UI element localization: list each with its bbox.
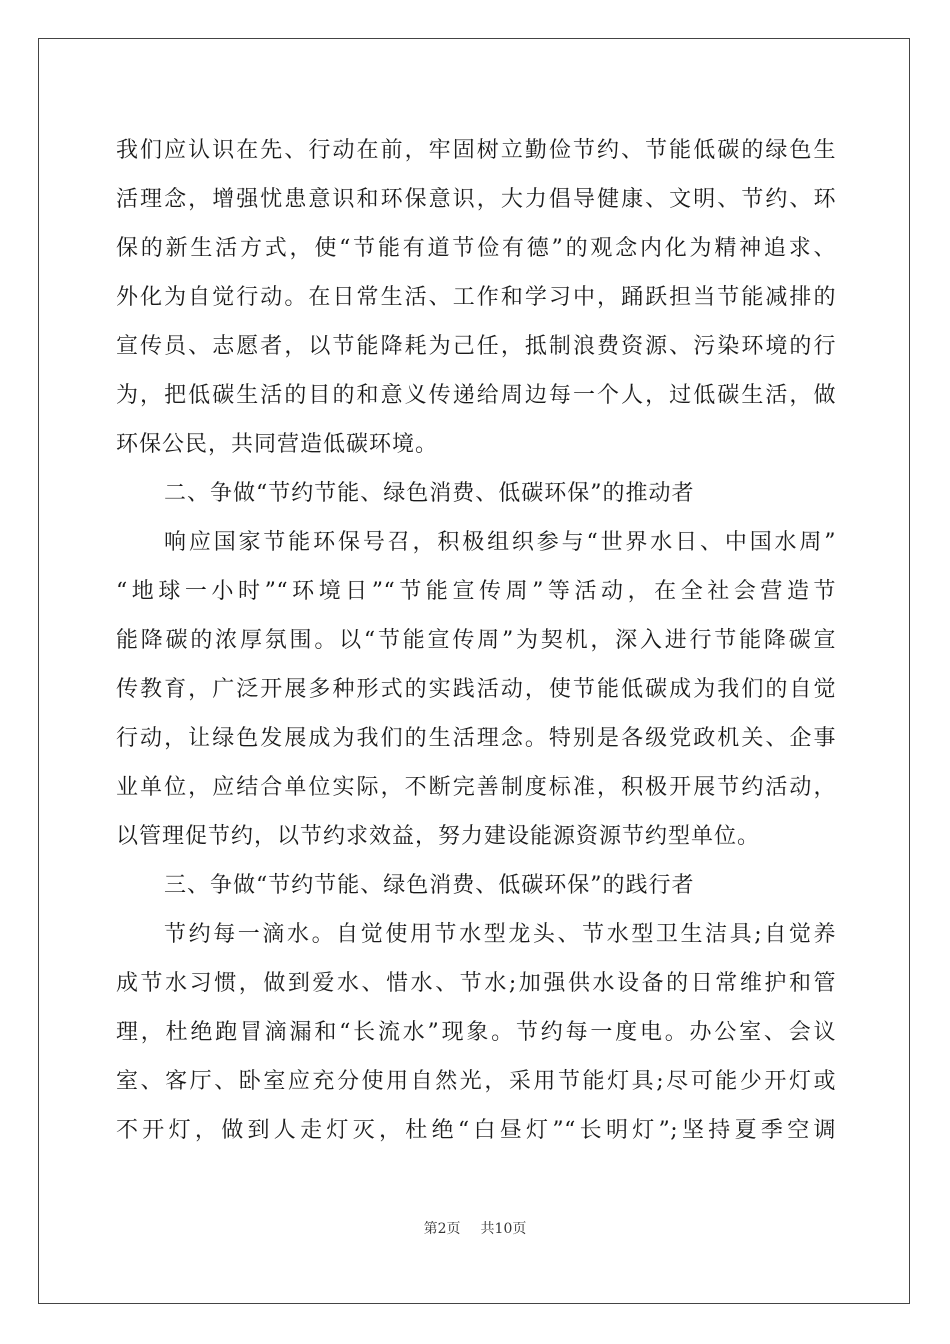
text-line: 活理念，增强忧患意识和环保意识，大力倡导健康、文明、节约、环 — [116, 187, 836, 212]
page-footer — [0, 1218, 950, 1238]
text-line: 成节水习惯，做到爱水、惜水、节水;加强供水设备的日常维护和管 — [116, 971, 836, 996]
text-line: 环保公民，共同营造低碳环境。 — [116, 432, 439, 457]
text-line: 室、客厅、卧室应充分使用自然光，采用节能灯具;尽可能少开灯或 — [116, 1069, 836, 1094]
page-current: 第2页 — [423, 1221, 461, 1237]
text-line: 不开灯，做到人走灯灭，杜绝“白昼灯”“长明灯”;坚持夏季空调 — [116, 1118, 836, 1143]
text-line: 能降碳的浓厚氛围。以“节能宣传周”为契机，深入进行节能降碳宣 — [116, 628, 836, 653]
page-total: 共10页 — [480, 1221, 527, 1237]
text-line: 以管理促节约，以节约求效益，努力建设能源资源节约型单位。 — [116, 824, 761, 849]
section-heading: 二、争做“节约节能、绿色消费、低碳环保”的推动者 — [164, 481, 695, 506]
text-line: 节约每一滴水。自觉使用节水型龙头、节水型卫生洁具;自觉养 — [164, 922, 836, 947]
text-line: 行动，让绿色发展成为我们的生活理念。特别是各级党政机关、企事 — [116, 726, 836, 751]
document-body — [116, 126, 836, 1155]
text-line: 外化为自觉行动。在日常生活、工作和学习中，踊跃担当节能减排的 — [116, 285, 836, 310]
text-line: 保的新生活方式，使“节能有道节俭有德”的观念内化为精神追求、 — [116, 236, 836, 261]
text-line: 业单位，应结合单位实际，不断完善制度标准，积极开展节约活动， — [116, 775, 836, 800]
text-line: 宣传员、志愿者，以节能降耗为己任，抵制浪费资源、污染环境的行 — [116, 334, 836, 359]
text-line: 我们应认识在先、行动在前，牢固树立勤俭节约、节能低碳的绿色生 — [116, 138, 836, 163]
text-line: 传教育，广泛开展多种形式的实践活动，使节能低碳成为我们的自觉 — [116, 677, 836, 702]
section-heading: 三、争做“节约节能、绿色消费、低碳环保”的践行者 — [164, 873, 695, 898]
text-line: “地球一小时”“环境日”“节能宣传周”等活动，在全社会营造节 — [116, 579, 836, 604]
text-line: 响应国家节能环保号召，积极组织参与“世界水日、中国水周” — [164, 530, 836, 555]
text-line: 为，把低碳生活的目的和意义传递给周边每一个人，过低碳生活，做 — [116, 383, 836, 408]
text-line: 理，杜绝跑冒滴漏和“长流水”现象。节约每一度电。办公室、会议 — [116, 1020, 836, 1045]
